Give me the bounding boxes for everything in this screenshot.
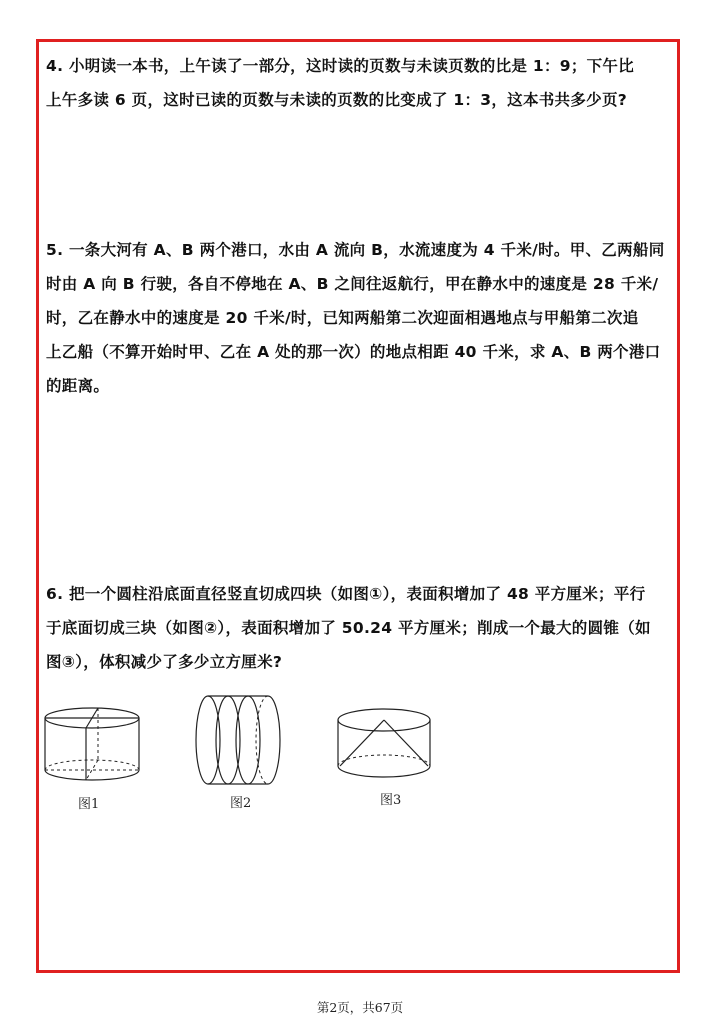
question-line: 图③），体积减少了多少立方厘米? [46, 653, 283, 671]
figure-3-caption: 图3 [380, 793, 402, 808]
figure-2-cylinder-sliced [192, 692, 288, 792]
figure-2-caption: 图2 [230, 796, 252, 811]
figure-1-cylinder-quartered [40, 700, 146, 792]
question-line: 5. 一条大河有 A、B 两个港口，水由 A 流向 B，水流速度为 4 千米/时。甲、乙两船同 [46, 241, 665, 259]
question-5 [46, 233, 680, 403]
question-line: 4. 小明读一本书，上午读了一部分，这时读的页数与未读页数的比是 1：9；下午比 [46, 57, 635, 75]
question-4 [46, 49, 680, 117]
page-border-frame [36, 39, 680, 973]
page-footer: 第2页，共67页 [316, 1000, 404, 1015]
question-line: 6. 把一个圆柱沿底面直径竖直切成四块（如图①），表面积增加了 48 平方厘米；平行 [46, 585, 646, 603]
question-line: 于底面切成三块（如图②），表面积增加了 50.24 平方厘米；削成一个最大的圆锥（如 [46, 619, 651, 637]
question-line: 时由 A 向 B 行驶，各自不停地在 A、B 之间往返航行，甲在静水中的速度是 28 千米/ [46, 275, 659, 293]
question-line: 的距离。 [46, 377, 110, 395]
question-line: 时，乙在静水中的速度是 20 千米/时，已知两船第二次迎面相遇地点与甲船第二次追 [46, 309, 639, 327]
question-6 [46, 577, 680, 679]
figure-3-cylinder-with-cone [332, 700, 438, 784]
question-line: 上午多读 6 页，这时已读的页数与未读的页数的比变成了 1：3，这本书共多少页? [46, 91, 628, 109]
question-line: 上乙船（不算开始时甲、乙在 A 处的那一次）的地点相距 40 千米，求 A、B 两个港口 [46, 343, 661, 361]
figure-1-caption: 图1 [78, 797, 100, 812]
